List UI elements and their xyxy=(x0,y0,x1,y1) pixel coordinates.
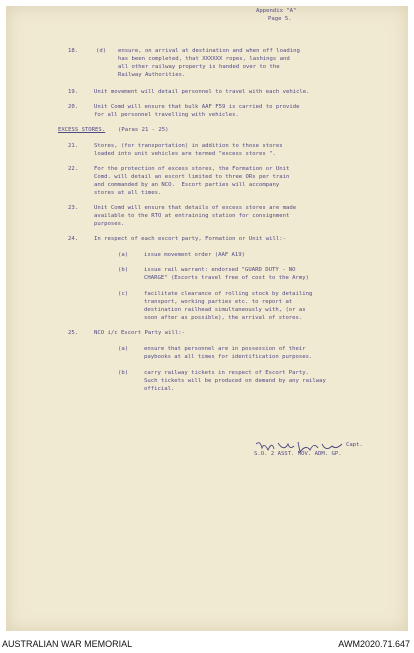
para-line: and commanded by an NCO. Escort parties will accompany xyxy=(94,182,280,188)
signature-title: S.O. 2 ASST. MOV. ADM. GP. xyxy=(254,451,342,457)
para-line: Railway Authorities. xyxy=(118,72,186,78)
para-line: carry railway tickets in respect of Escort Party. xyxy=(144,370,310,376)
footer-accession: AWM2020.71.647 xyxy=(338,639,410,649)
para-line: Comd. will detail an escort limited to three ORs per train xyxy=(94,174,290,180)
document-page xyxy=(6,6,408,631)
para-line: stores at all times. xyxy=(94,190,162,196)
signature-rank: Capt. xyxy=(346,442,363,448)
para-line: NCO i/c Escort Party will:- xyxy=(94,330,185,336)
para-line: for all personnel travelling with vehicles. xyxy=(94,112,239,118)
para-line: CHARGE" (Escorts travel free of cost to the Army) xyxy=(144,275,310,281)
para-line: Unit movement will detail personnel to travel with each vehicle. xyxy=(94,89,310,95)
para-line: ensure, on arrival at destination and when off loading xyxy=(118,48,300,54)
para-line: purposes. xyxy=(94,221,125,227)
para-number: 18. xyxy=(68,48,79,54)
para-line: Unit Comd will ensure that bulk AAF F59 is carried to provide xyxy=(94,104,300,110)
para-line: Such tickets will be produced on demand by any railway xyxy=(144,378,326,384)
para-line: has been completed, that XXXXXX ropes, lashings and xyxy=(118,56,290,62)
sub-label: (c) xyxy=(118,291,129,297)
section-ref: (Paras 21 - 25) xyxy=(118,127,169,133)
sub-label: (d) xyxy=(96,48,107,54)
appendix-label: Appendix "A" xyxy=(256,8,297,14)
para-line: facilitate clearance of rolling stock by detailing xyxy=(144,291,313,297)
para-line: loaded into unit vehicles are termed "excess stores ". xyxy=(94,151,276,157)
para-line: destination railhead simultaneously with, (or as xyxy=(144,307,306,313)
para-number: 23. xyxy=(68,205,79,211)
para-number: 21. xyxy=(68,143,79,149)
para-number: 24. xyxy=(68,236,79,242)
sub-label: (b) xyxy=(118,267,129,273)
para-line: soon after as possible), the arrival of stores. xyxy=(144,315,303,321)
para-line: available to the RTO at entraining station for consignment xyxy=(94,213,290,219)
para-line: transport, working parties etc. to report at xyxy=(144,299,293,305)
sub-label: (b) xyxy=(118,370,129,376)
para-line: In respect of each escort party, Formation or Unit will:- xyxy=(94,236,286,242)
para-number: 20. xyxy=(68,104,79,110)
footer-bar xyxy=(0,633,414,653)
footer-institution: AUSTRALIAN WAR MEMORIAL xyxy=(2,639,133,649)
para-number: 19. xyxy=(68,89,79,95)
section-title: EXCESS STORES. xyxy=(58,127,106,133)
para-line: issue movement order (AAF A19) xyxy=(144,252,246,258)
para-line: paybooks at all times for identification purposes. xyxy=(144,354,313,360)
para-line: Unit Comd will ensure that details of excess stores are made xyxy=(94,205,297,211)
para-line: ensure that personnel are in possession of their xyxy=(144,346,306,352)
para-line: official. xyxy=(144,386,175,392)
para-line: Stores, (for transportation) in addition to those stores xyxy=(94,143,283,149)
para-number: 25. xyxy=(68,330,79,336)
para-line: all other railway property is handed over to the xyxy=(118,64,280,70)
sub-label: (a) xyxy=(118,346,129,352)
para-line: For the protection of excess stores, the Formation or Unit xyxy=(94,166,290,172)
page-number: Page 5. xyxy=(268,16,292,22)
sub-label: (a) xyxy=(118,252,129,258)
para-line: issue rail warrant: endorsed "GUARD DUTY - NO xyxy=(144,267,296,273)
para-number: 22. xyxy=(68,166,79,172)
